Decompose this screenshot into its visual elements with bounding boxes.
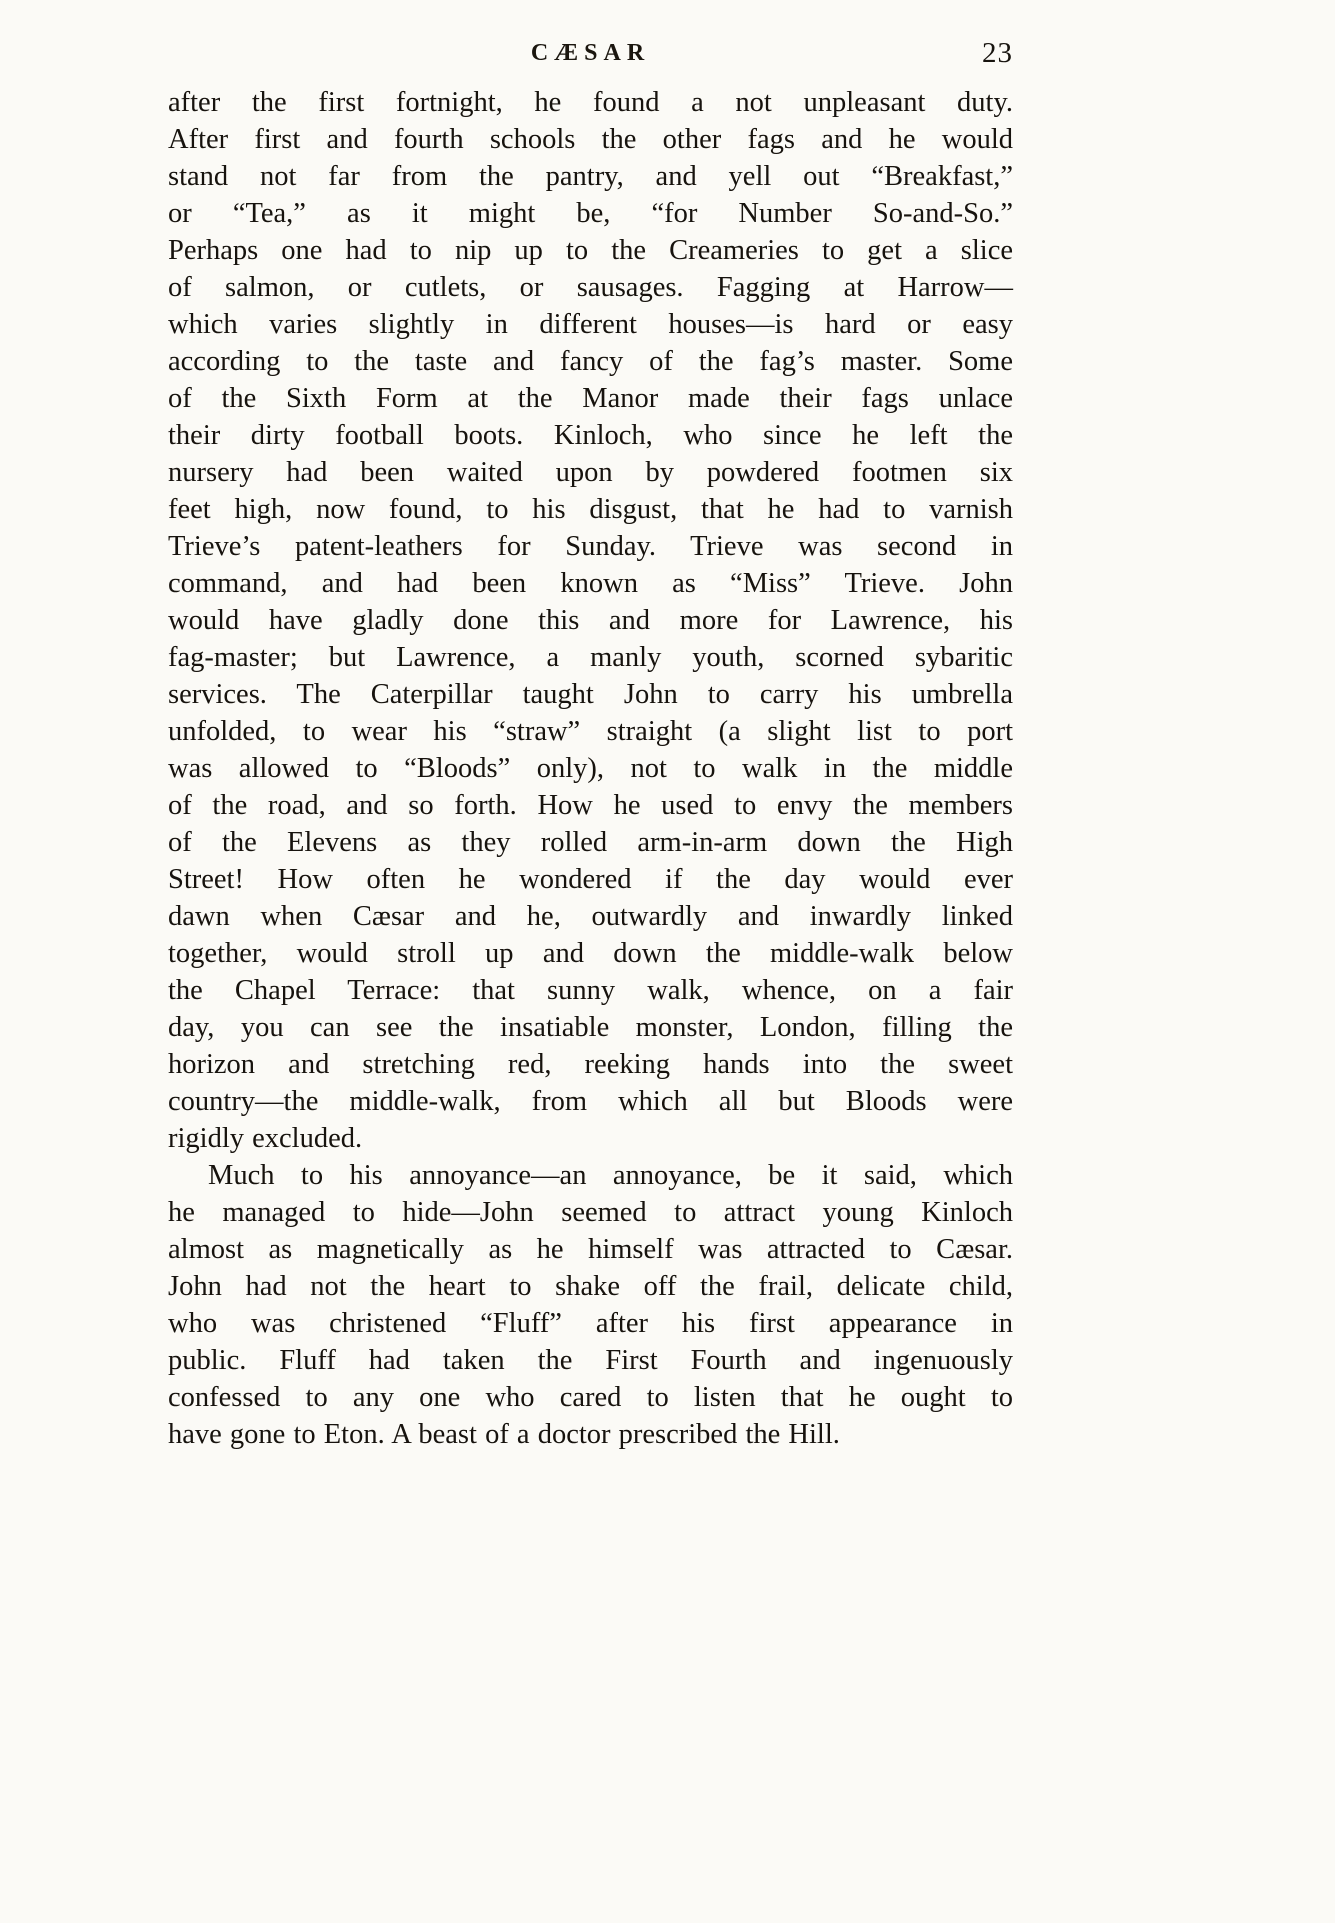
text-line: he managed to hide—John seemed to attract young Kinloch [168,1197,1013,1228]
text-line: would have gladly done this and more for Lawrence, his [168,605,1013,636]
text-line: who was christened “Fluff” after his first appearance in [168,1308,1013,1339]
text-line: have gone to Eton. A beast of a doctor prescribed the Hill. [168,1419,840,1450]
body-text [168,84,1013,1453]
text-line: together, would stroll up and down the middle-walk below [168,938,1013,969]
text-line: services. The Caterpillar taught John to carry his umbrella [168,679,1013,710]
text-line: command, and had been known as “Miss” Trieve. John [168,568,1013,599]
text-line: Trieve’s patent-leathers for Sunday. Trieve was second in [168,531,1013,562]
text-line: Much to his annoyance—an annoyance, be it said, which [208,1160,1013,1191]
text-line: country—the middle-walk, from which all but Bloods were [168,1086,1013,1117]
text-line: of the Sixth Form at the Manor made their fags unlace [168,383,1013,414]
text-line: horizon and stretching red, reeking hands into the sweet [168,1049,1013,1080]
text-line: the Chapel Terrace: that sunny walk, whence, on a fair [168,975,1013,1006]
text-line: of salmon, or cutlets, or sausages. Fagging at Harrow— [168,272,1013,303]
text-line: Perhaps one had to nip up to the Creameries to get a slice [168,235,1013,266]
text-line: dawn when Cæsar and he, outwardly and inwardly linked [168,901,1013,932]
text-line: of the Elevens as they rolled arm-in-arm down the High [168,827,1013,858]
text-line: unfolded, to wear his “straw” straight (a slight list to port [168,716,1013,747]
text-line: public. Fluff had taken the First Fourth and ingenuously [168,1345,1013,1376]
text-line: of the road, and so forth. How he used to envy the members [168,790,1013,821]
text-line: was allowed to “Bloods” only), not to walk in the middle [168,753,1013,784]
text-line: stand not far from the pantry, and yell out “Breakfast,” [168,161,1013,192]
text-line: almost as magnetically as he himself was attracted to Cæsar. [168,1234,1013,1265]
text-line: rigidly excluded. [168,1123,363,1154]
text-line: which varies slightly in different houses—is hard or easy [168,309,1013,340]
text-line: fag-master; but Lawrence, a manly youth, scorned sybaritic [168,642,1013,673]
page-header [168,37,1013,76]
text-line: confessed to any one who cared to listen that he ought to [168,1382,1013,1413]
text-line: After first and fourth schools the other fags and he would [168,124,1013,155]
text-line: or “Tea,” as it might be, “for Number So-and-So.” [168,198,1013,229]
text-line: feet high, now found, to his disgust, that he had to varnish [168,494,1013,525]
text-line: their dirty football boots. Kinloch, who since he left the [168,420,1013,451]
text-line: day, you can see the insatiable monster, London, filling the [168,1012,1013,1043]
page-number: 23 [982,37,1013,69]
text-line: nursery had been waited upon by powdered footmen six [168,457,1013,488]
text-line: after the first fortnight, he found a not unpleasant duty. [168,87,1013,118]
running-title: CÆSAR [530,40,651,66]
text-line: Street! How often he wondered if the day would ever [168,864,1013,895]
text-line: according to the taste and fancy of the fag’s master. Some [168,346,1013,377]
text-line: John had not the heart to shake off the frail, delicate child, [168,1271,1013,1302]
